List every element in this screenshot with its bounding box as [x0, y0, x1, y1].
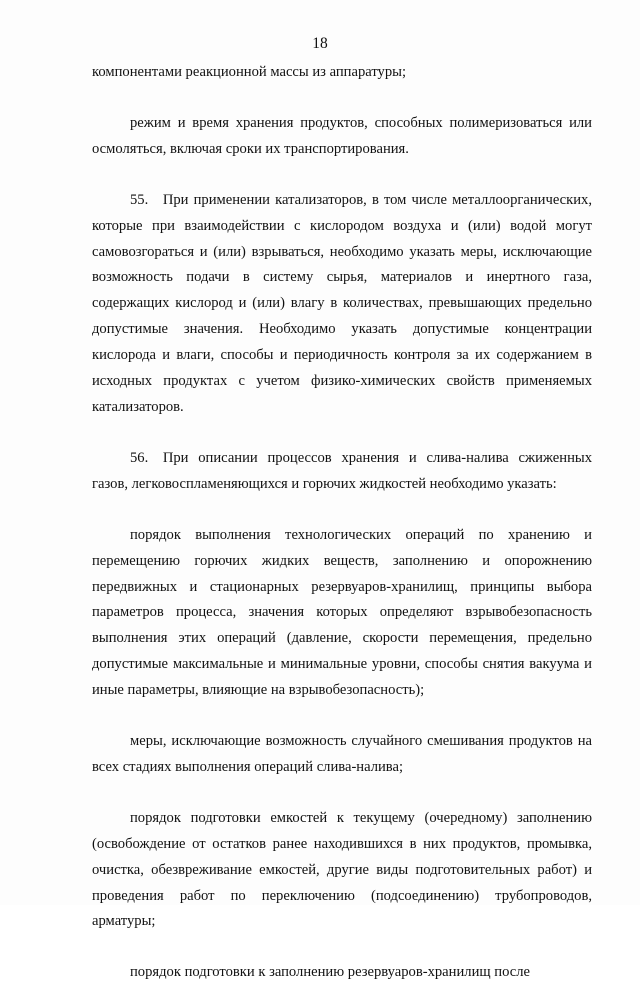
page-number: 18	[312, 35, 328, 52]
paragraph-item-56: 56. При описании процессов хранения и слива-налива сжиженных газов, легковоспламеняющихся и горючих жидкостей необходимо указать:	[92, 449, 592, 492]
paragraph-mixing-prevention: меры, исключающие возможность случайного смешивания продуктов на всех стадиях выполнения операций слива-налива;	[92, 733, 592, 775]
paragraph-operations-order: порядок выполнения технологических операций по хранению и перемещению горючих жидких веществ, заполнению и опорожнению передвижных и стационарных резервуаров-хранилищ, принципы выбора параметров процесса, значения которых определяют взрывобезопасность выполнения этих операций (давление, скорости перемещения, предельно допустимые максимальные и минимальные уровни, способы снятия вакуума и иные параметры, влияющие на взрывобезопасность);	[92, 526, 592, 699]
paragraph-continuation: компонентами реакционной массы из аппаратуры;	[92, 64, 407, 80]
paragraph-storage-regime: режим и время хранения продуктов, способных полимеризоваться или осмоляться, включая сроки их транспортирования.	[92, 114, 592, 157]
document-body	[92, 60, 592, 986]
paragraph-reservoir-filling: порядок подготовки к заполнению резервуаров-хранилищ после	[130, 964, 530, 981]
paragraph-item-55: 55. При применении катализаторов, в том числе металлоорганических, которые при взаимодействии с кислородом воздуха и (или) водой могут самовозгораться и (или) взрываться, необходимо указать меры, исключающие возможность подачи в систему сырья, материалов и инертного газа, содержащих кислород и (или) влагу в количествах, превышающих предельно допустимые значения. Необходимо указать допустимые концентрации кислорода и влаги, способы и периодичность контроля за их содержанием в исходных продуктах с учетом физико-химических свойств применяемых катализаторов.	[92, 191, 592, 415]
paragraph-tank-preparation: порядок подготовки емкостей к текущему (очередному) заполнению (освобождение от остатков ранее находившихся в них продуктов, промывка, очистка, обезвреживание емкостей, другие виды подготовительных работ) и проведения работ по переключению (подсоединению) трубопроводов, арматуры;	[92, 809, 592, 930]
